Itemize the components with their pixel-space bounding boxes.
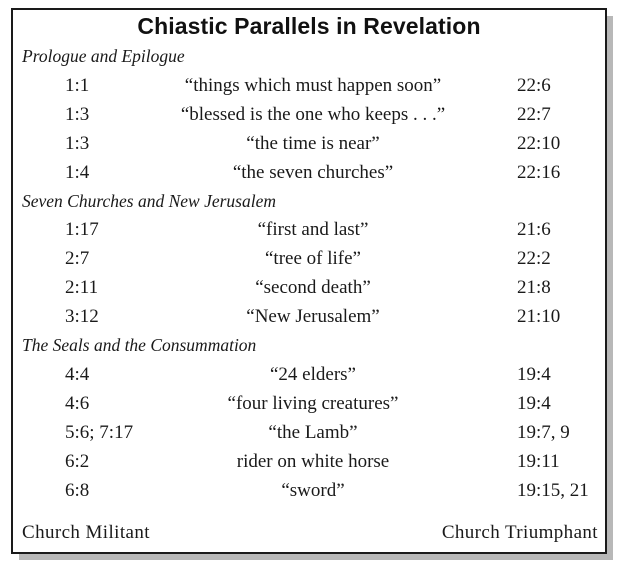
parallel-phrase: “blessed is the one who keeps . . .” — [180, 104, 446, 125]
parallel-phrase: rider on white horse — [236, 451, 390, 472]
table-row — [13, 133, 605, 159]
closing-reference: 19:7, 9 — [517, 422, 570, 443]
opening-reference: 4:4 — [65, 364, 90, 385]
table-row — [13, 104, 605, 130]
parallel-phrase: “the time is near” — [246, 133, 380, 154]
table-row — [13, 480, 605, 506]
opening-reference: 1:4 — [65, 162, 90, 183]
table-row — [13, 393, 605, 419]
opening-reference: 3:12 — [65, 306, 99, 327]
parallel-phrase: “things which must happen soon” — [184, 75, 442, 96]
parallel-phrase: “second death” — [255, 277, 371, 298]
parallel-phrase: “tree of life” — [265, 248, 361, 269]
parallel-phrase: “24 elders” — [270, 364, 356, 385]
chiasm-table-panel — [11, 8, 607, 554]
footer-church-triumphant: Church Triumphant — [441, 522, 598, 543]
parallel-phrase: “four living creatures” — [227, 393, 399, 414]
table-row — [13, 75, 605, 101]
closing-reference: 21:6 — [517, 219, 551, 240]
closing-reference: 22:10 — [517, 133, 561, 154]
section-heading-seals: The Seals and the Consummation — [22, 335, 257, 355]
opening-reference: 1:17 — [65, 219, 99, 240]
section-heading-prologue: Prologue and Epilogue — [22, 46, 185, 66]
table-row — [13, 306, 605, 332]
closing-reference: 19:4 — [517, 393, 551, 414]
table-row — [13, 364, 605, 390]
table-row — [13, 219, 605, 245]
table-row — [13, 422, 605, 448]
closing-reference: 22:7 — [517, 104, 551, 125]
closing-reference: 21:8 — [517, 277, 551, 298]
opening-reference: 2:7 — [65, 248, 90, 269]
opening-reference: 6:2 — [65, 451, 90, 472]
section-heading-churches: Seven Churches and New Jerusalem — [22, 191, 277, 211]
closing-reference: 19:11 — [517, 451, 560, 472]
opening-reference: 1:3 — [65, 133, 90, 154]
table-row — [13, 451, 605, 477]
table-title: Chiastic Parallels in Revelation — [137, 13, 481, 39]
closing-reference: 19:4 — [517, 364, 551, 385]
parallel-phrase: “sword” — [281, 480, 345, 501]
opening-reference: 1:3 — [65, 104, 90, 125]
opening-reference: 4:6 — [65, 393, 90, 414]
closing-reference: 22:16 — [517, 162, 561, 183]
table-row — [13, 162, 605, 188]
closing-reference: 21:10 — [517, 306, 561, 327]
parallel-phrase: “New Jerusalem” — [246, 306, 380, 327]
table-row — [13, 277, 605, 303]
parallel-phrase: “the Lamb” — [268, 422, 358, 443]
opening-reference: 6:8 — [65, 480, 90, 501]
opening-reference: 1:1 — [65, 75, 90, 96]
table-row — [13, 248, 605, 274]
parallel-phrase: “first and last” — [257, 219, 369, 240]
opening-reference: 5:6; 7:17 — [65, 422, 134, 443]
closing-reference: 22:2 — [517, 248, 551, 269]
closing-reference: 19:15, 21 — [517, 480, 589, 501]
opening-reference: 2:11 — [65, 277, 99, 298]
footer-church-militant: Church Militant — [22, 522, 150, 543]
closing-reference: 22:6 — [517, 75, 551, 96]
parallel-phrase: “the seven churches” — [232, 162, 394, 183]
